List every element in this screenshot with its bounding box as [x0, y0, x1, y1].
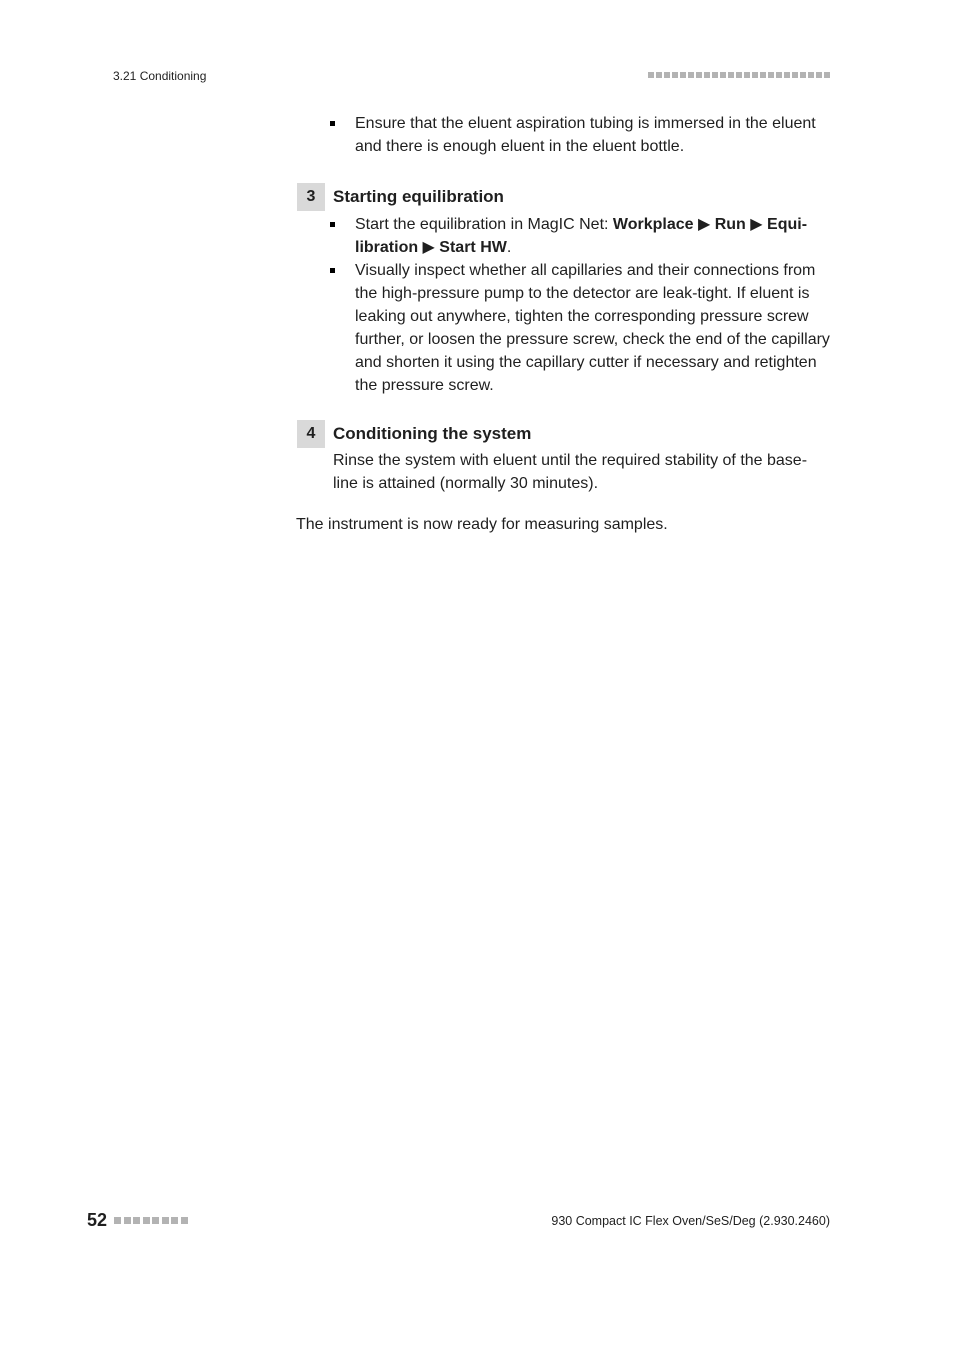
- bullet-square-icon: [330, 268, 335, 273]
- step-3-header: [297, 183, 504, 211]
- step-3-bullet-list: [297, 213, 835, 397]
- footer-product-label: 930 Compact IC Flex Oven/SeS/Deg (2.930.2460): [551, 1214, 830, 1228]
- intro-bullet-list: [297, 112, 835, 158]
- list-item: [297, 213, 835, 259]
- step-4-header: [297, 420, 531, 448]
- bullet-square-icon: [330, 121, 335, 126]
- list-item: [297, 259, 835, 397]
- step-3-bullet-2-text: Visually inspect whether all capillaries and their connections from the high-pressure pump to the detector are leak-tight. If eluent is leaking out anywhere, tighten the corresponding pressure screw further, or loosen the pressure screw, check the end of the capillary and shorten it using the capillary cutter if necessary and retighten the pressure screw.: [355, 262, 830, 394]
- step-4-number-badge: 4: [297, 420, 325, 448]
- running-header-section: 3.21 Conditioning: [113, 69, 207, 83]
- step-4-body: Rinse the system with eluent until the required stability of the baseline is attained (normally 30 minutes).: [333, 452, 808, 492]
- step-3-number-badge: 3: [297, 183, 325, 211]
- bullet-square-icon: [330, 222, 335, 227]
- step-3-title: Starting equilibration: [333, 187, 504, 206]
- intro-bullet-text: Ensure that the eluent aspiration tubing is immersed in the eluent and there is enough eluent in the eluent bottle.: [355, 115, 816, 155]
- footer-decoration-squares: [114, 1217, 188, 1224]
- step-4-title: Conditioning the system: [333, 424, 532, 443]
- list-item: [297, 112, 835, 158]
- header-decoration-squares: [648, 72, 830, 78]
- step-3-bullet-1-text: Start the equilibration in MagIC Net: Workplace ▶ Run ▶ Equilibration ▶ Start HW.: [355, 216, 808, 256]
- footer-left: [87, 1208, 188, 1232]
- page-number: 52: [87, 1210, 108, 1230]
- closing-paragraph: The instrument is now ready for measuring samples.: [296, 516, 668, 533]
